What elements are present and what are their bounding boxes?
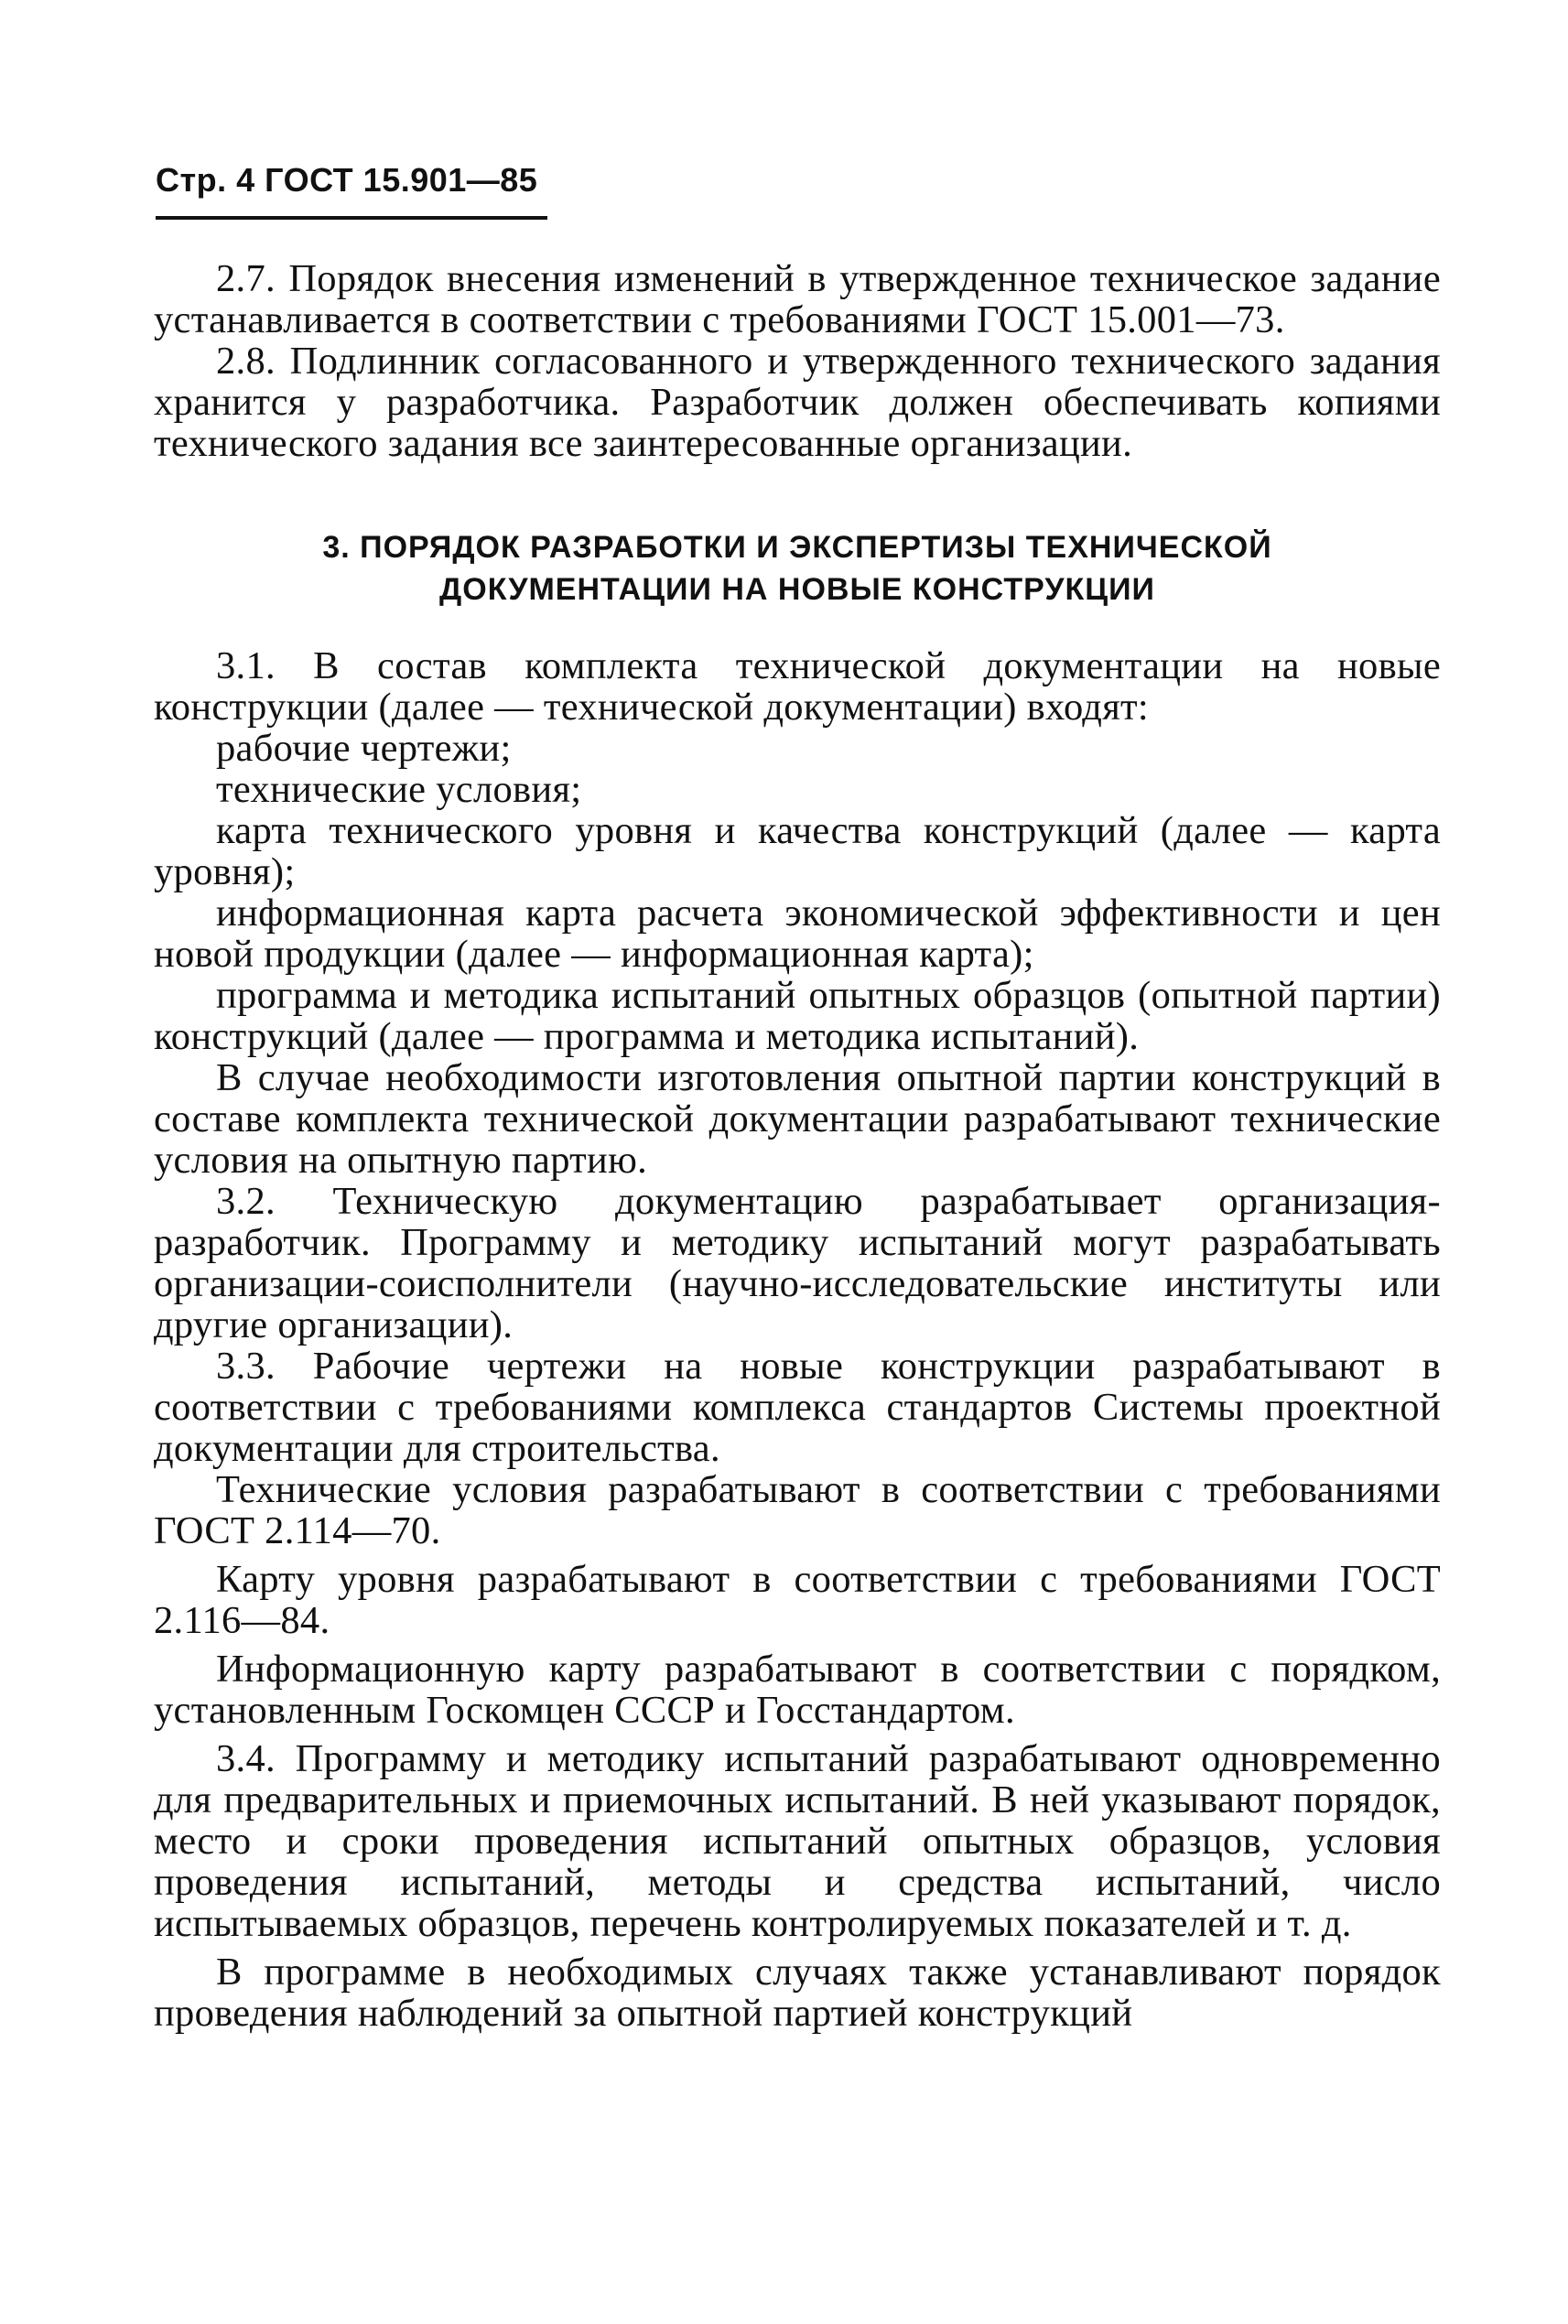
paragraph-2-7: 2.7. Порядок внесения изменений в утвержденное техническое задание устанавливается в соответствии с требованиями ГОСТ 15.001—73. [154, 257, 1441, 341]
paragraph-level-card: Карту уровня разрабатывают в соответствии с требованиями ГОСТ 2.116—84. [154, 1558, 1441, 1642]
list-item-level-card: карта технического уровня и качества конструкций (далее — карта уровня); [154, 809, 1441, 893]
paragraph-3-1: 3.1. В состав комплекта технической документации на новые конструкции (далее — технической документации) входят: [154, 644, 1441, 729]
section-title-line-1: 3. ПОРЯДОК РАЗРАБОТКИ И ЭКСПЕРТИЗЫ ТЕХНИЧЕСКОЙ [322, 530, 1272, 565]
list-item-information-card: информационная карта расчета экономической эффективности и цен новой продукции (далее — информационная карта); [154, 892, 1441, 976]
section-title-line-2: ДОКУМЕНТАЦИИ НА НОВЫЕ КОНСТРУКЦИИ [439, 572, 1155, 607]
paragraph-technical-conditions: Технические условия разрабатывают в соответствии с требованиями ГОСТ 2.114—70. [154, 1468, 1441, 1552]
paragraph-2-8: 2.8. Подлинник согласованного и утвержденного технического задания хранится у разработчика. Разработчик должен обеспечивать копиями технического задания все заинтересованные организации. [154, 340, 1441, 465]
header-rule [156, 216, 547, 220]
list-item-technical-conditions: технические условия; [216, 768, 582, 811]
list-item-working-drawings: рабочие чертежи; [216, 727, 512, 770]
paragraph-information-card: Информационную карту разрабатывают в соответствии с порядком, установленным Госкомцен СССР и Госстандартом. [154, 1648, 1441, 1732]
list-item-test-program: программа и методика испытаний опытных образцов (опытной партии) конструкций (далее — программа и методика испытаний). [154, 974, 1441, 1058]
paragraph-pilot-batch: В случае необходимости изготовления опытной партии конструкций в составе комплекта технической документации разрабатывают технические условия на опытную партию. [154, 1056, 1441, 1182]
paragraph-3-2: 3.2. Техническую документацию разрабатывает организация-разработчик. Программу и методику испытаний могут разрабатывать организации-соисполнители (научно-исследовательские институты или другие организации). [154, 1180, 1441, 1346]
paragraph-program-observations: В программе в необходимых случаях также устанавливают порядок проведения наблюдений за опытной партией конструкций [154, 1951, 1441, 2035]
section-title [154, 526, 1441, 611]
paragraph-3-3: 3.3. Рабочие чертежи на новые конструкции разрабатывают в соответствии с требованиями комплекса стандартов Системы проектной документации для строительства. [154, 1345, 1441, 1470]
paragraph-3-4: 3.4. Программу и методику испытаний разрабатывают одновременно для предварительных и приемочных испытаний. В ней указывают порядок, место и сроки проведения испытаний опытных образцов, условия проведения испытаний, методы и средства испытаний, число испытываемых образцов, перечень контролируемых показателей и т. д. [154, 1737, 1441, 1945]
page-header: Стр. 4 ГОСТ 15.901—85 [156, 161, 538, 199]
document-body [154, 258, 1441, 2034]
